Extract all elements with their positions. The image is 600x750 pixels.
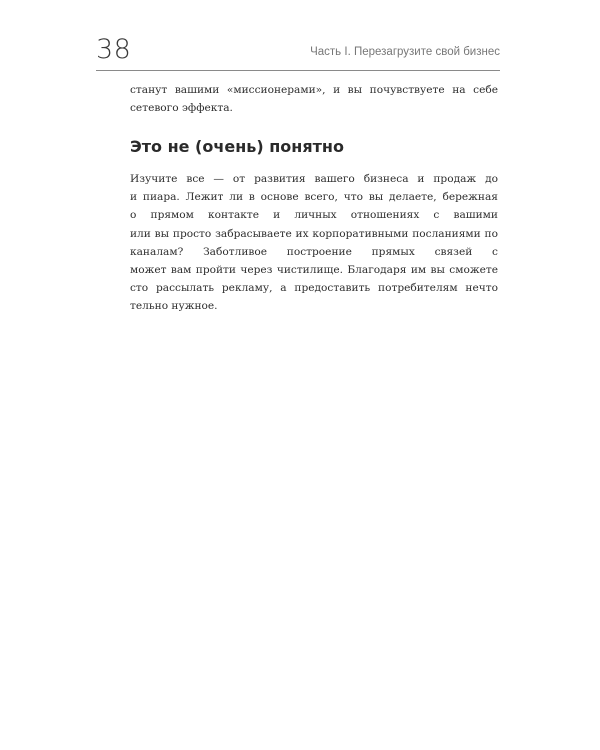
section-paragraph xyxy=(130,170,498,316)
page-number: 38 xyxy=(96,34,132,65)
text-line: может вам пройти через чистилище. Благодаря им вы сможете xyxy=(130,263,498,276)
text-line: или вы просто забрасываете их корпоративными посланиями по xyxy=(130,227,498,240)
text-line: сетевого эффекта. xyxy=(130,102,233,115)
text-line: сто рассылать рекламу, а предоставить потребителям нечто xyxy=(130,282,498,295)
text-line: о прямом контакте и личных отношениях с вашими xyxy=(130,209,498,222)
text-line: станут вашими «миссионерами», и вы почувствуете на себе xyxy=(130,84,498,96)
intro-paragraph xyxy=(130,81,498,117)
running-head: Часть I. Перезагрузите свой бизнес xyxy=(310,46,500,58)
text-line: тельно нужное. xyxy=(130,300,218,313)
section-heading: Это не (очень) понятно xyxy=(130,137,344,156)
text-line: Изучите все — от развития вашего бизнеса и продаж до xyxy=(130,173,498,185)
text-line: каналам? Заботливое построение прямых связей с xyxy=(130,245,498,258)
text-line: и пиара. Лежит ли в основе всего, что вы делаете, бережная xyxy=(130,191,498,204)
header-divider xyxy=(96,70,500,71)
page-header xyxy=(96,34,500,68)
